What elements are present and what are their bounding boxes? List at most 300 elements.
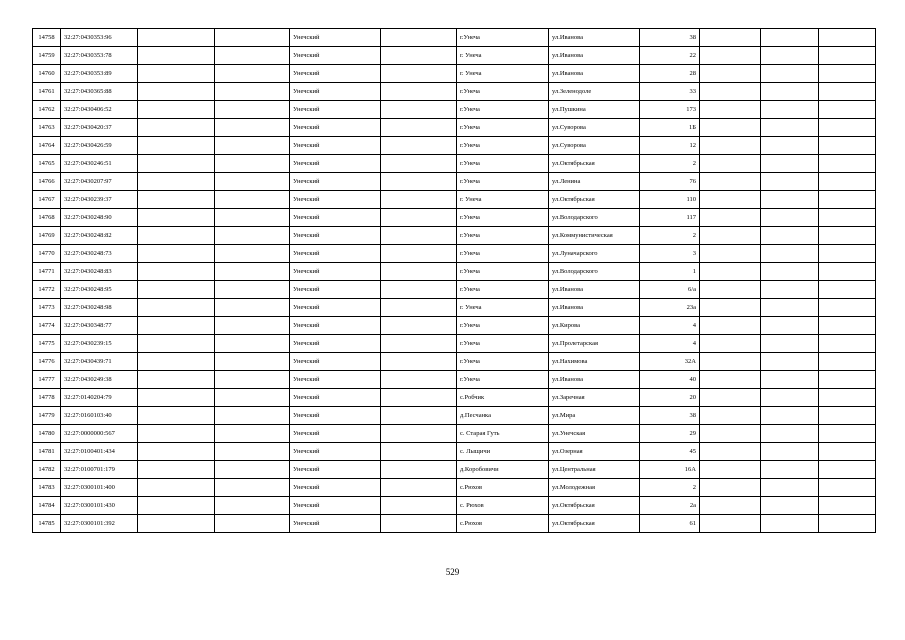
empty-cell xyxy=(761,389,819,407)
district-cell: Унечский xyxy=(290,335,381,353)
district-cell: Унечский xyxy=(290,497,381,515)
empty-cell xyxy=(819,65,876,83)
empty-cell xyxy=(138,209,215,227)
empty-cell xyxy=(381,83,457,101)
house-number-cell: 38 xyxy=(640,29,700,47)
locality-cell: с.Рюхов xyxy=(457,515,549,533)
empty-cell xyxy=(761,191,819,209)
empty-cell xyxy=(138,371,215,389)
empty-cell xyxy=(819,515,876,533)
empty-cell xyxy=(215,263,290,281)
house-number-cell: 2 xyxy=(640,479,700,497)
house-number-cell: 2 xyxy=(640,155,700,173)
empty-cell xyxy=(215,119,290,137)
empty-cell xyxy=(138,461,215,479)
street-cell: ул.Октябрьская xyxy=(549,155,640,173)
cadastral-number-cell: 32:27:0300101:430 xyxy=(61,497,138,515)
locality-cell: с. Рюхов xyxy=(457,497,549,515)
empty-cell xyxy=(700,443,761,461)
empty-cell xyxy=(819,497,876,515)
empty-cell xyxy=(761,29,819,47)
record-number-cell: 14758 xyxy=(33,29,61,47)
locality-cell: г.Унеча xyxy=(457,227,549,245)
house-number-cell: 38 xyxy=(640,407,700,425)
cadastral-number-cell: 32:27:0100401:434 xyxy=(61,443,138,461)
empty-cell xyxy=(138,497,215,515)
district-cell: Унечский xyxy=(290,245,381,263)
empty-cell xyxy=(215,317,290,335)
district-cell: Унечский xyxy=(290,479,381,497)
street-cell: ул.Заречная xyxy=(549,389,640,407)
district-cell: Унечский xyxy=(290,29,381,47)
table-row xyxy=(33,263,876,281)
empty-cell xyxy=(700,209,761,227)
locality-cell: г.Унеча xyxy=(457,83,549,101)
locality-cell: г.Унеча xyxy=(457,353,549,371)
empty-cell xyxy=(138,479,215,497)
locality-cell: г.Унеча xyxy=(457,155,549,173)
record-number-cell: 14760 xyxy=(33,65,61,83)
empty-cell xyxy=(138,263,215,281)
table-row xyxy=(33,461,876,479)
cadastral-number-cell: 32:27:0000000:567 xyxy=(61,425,138,443)
house-number-cell: 117 xyxy=(640,209,700,227)
empty-cell xyxy=(700,425,761,443)
empty-cell xyxy=(381,47,457,65)
empty-cell xyxy=(819,47,876,65)
empty-cell xyxy=(215,47,290,65)
table-row xyxy=(33,335,876,353)
empty-cell xyxy=(138,245,215,263)
empty-cell xyxy=(761,299,819,317)
empty-cell xyxy=(215,371,290,389)
empty-cell xyxy=(819,155,876,173)
empty-cell xyxy=(700,389,761,407)
record-number-cell: 14772 xyxy=(33,281,61,299)
district-cell: Унечский xyxy=(290,281,381,299)
empty-cell xyxy=(381,461,457,479)
empty-cell xyxy=(138,65,215,83)
empty-cell xyxy=(215,299,290,317)
empty-cell xyxy=(138,191,215,209)
house-number-cell: 29 xyxy=(640,425,700,443)
table-row xyxy=(33,479,876,497)
empty-cell xyxy=(138,29,215,47)
locality-cell: с.Робчик xyxy=(457,389,549,407)
empty-cell xyxy=(819,299,876,317)
district-cell: Унечский xyxy=(290,263,381,281)
empty-cell xyxy=(138,335,215,353)
empty-cell xyxy=(215,389,290,407)
district-cell: Унечский xyxy=(290,191,381,209)
house-number-cell: 61 xyxy=(640,515,700,533)
street-cell: ул.Иванова xyxy=(549,29,640,47)
record-number-cell: 14765 xyxy=(33,155,61,173)
empty-cell xyxy=(819,209,876,227)
cadastral-number-cell: 32:27:0140204:79 xyxy=(61,389,138,407)
house-number-cell: 16А xyxy=(640,461,700,479)
locality-cell: г. Унеча xyxy=(457,299,549,317)
table-row xyxy=(33,407,876,425)
locality-cell: г. Унеча xyxy=(457,65,549,83)
house-number-cell: 6/а xyxy=(640,281,700,299)
district-cell: Унечский xyxy=(290,299,381,317)
empty-cell xyxy=(138,83,215,101)
empty-cell xyxy=(215,479,290,497)
cadastral-number-cell: 32:27:0430248:83 xyxy=(61,263,138,281)
empty-cell xyxy=(138,407,215,425)
street-cell: ул.Пролетарская xyxy=(549,335,640,353)
house-number-cell: 110 xyxy=(640,191,700,209)
house-number-cell: 32А xyxy=(640,353,700,371)
empty-cell xyxy=(700,353,761,371)
cadastral-number-cell: 32:27:0430248:73 xyxy=(61,245,138,263)
empty-cell xyxy=(761,317,819,335)
empty-cell xyxy=(700,245,761,263)
street-cell: ул.Володарского xyxy=(549,263,640,281)
empty-cell xyxy=(700,47,761,65)
empty-cell xyxy=(215,245,290,263)
empty-cell xyxy=(215,497,290,515)
locality-cell: г.Унеча xyxy=(457,245,549,263)
empty-cell xyxy=(215,407,290,425)
empty-cell xyxy=(761,173,819,191)
land-registry-table xyxy=(32,28,876,533)
cadastral-number-cell: 32:27:0300101:392 xyxy=(61,515,138,533)
cadastral-number-cell: 32:27:0430239:37 xyxy=(61,191,138,209)
district-cell: Унечский xyxy=(290,407,381,425)
empty-cell xyxy=(700,299,761,317)
street-cell: ул.Озерная xyxy=(549,443,640,461)
empty-cell xyxy=(381,119,457,137)
empty-cell xyxy=(215,281,290,299)
empty-cell xyxy=(761,461,819,479)
empty-cell xyxy=(819,407,876,425)
empty-cell xyxy=(761,227,819,245)
locality-cell: г.Унеча xyxy=(457,119,549,137)
empty-cell xyxy=(381,317,457,335)
empty-cell xyxy=(138,101,215,119)
empty-cell xyxy=(138,281,215,299)
table-row xyxy=(33,353,876,371)
empty-cell xyxy=(700,101,761,119)
table-row xyxy=(33,83,876,101)
empty-cell xyxy=(138,137,215,155)
empty-cell xyxy=(700,29,761,47)
record-number-cell: 14784 xyxy=(33,497,61,515)
cadastral-number-cell: 32:27:0430365:88 xyxy=(61,83,138,101)
empty-cell xyxy=(761,263,819,281)
district-cell: Унечский xyxy=(290,47,381,65)
record-number-cell: 14768 xyxy=(33,209,61,227)
district-cell: Унечский xyxy=(290,353,381,371)
house-number-cell: 33 xyxy=(640,83,700,101)
empty-cell xyxy=(215,65,290,83)
table-row xyxy=(33,155,876,173)
district-cell: Унечский xyxy=(290,101,381,119)
empty-cell xyxy=(215,335,290,353)
street-cell: ул.Иванова xyxy=(549,47,640,65)
empty-cell xyxy=(138,119,215,137)
street-cell: ул.Иванова xyxy=(549,65,640,83)
locality-cell: г.Унеча xyxy=(457,263,549,281)
record-number-cell: 14777 xyxy=(33,371,61,389)
empty-cell xyxy=(381,263,457,281)
record-number-cell: 14782 xyxy=(33,461,61,479)
record-number-cell: 14771 xyxy=(33,263,61,281)
empty-cell xyxy=(381,371,457,389)
record-number-cell: 14762 xyxy=(33,101,61,119)
cadastral-number-cell: 32:27:0430207:97 xyxy=(61,173,138,191)
locality-cell: г.Унеча xyxy=(457,29,549,47)
locality-cell: г.Унеча xyxy=(457,101,549,119)
empty-cell xyxy=(215,425,290,443)
empty-cell xyxy=(761,65,819,83)
table-row xyxy=(33,317,876,335)
empty-cell xyxy=(761,371,819,389)
empty-cell xyxy=(381,29,457,47)
street-cell: ул.Иванова xyxy=(549,281,640,299)
district-cell: Унечский xyxy=(290,65,381,83)
locality-cell: с. Старая Гуть xyxy=(457,425,549,443)
record-number-cell: 14769 xyxy=(33,227,61,245)
street-cell: ул.Унечская xyxy=(549,425,640,443)
district-cell: Унечский xyxy=(290,389,381,407)
table-row xyxy=(33,209,876,227)
empty-cell xyxy=(819,83,876,101)
street-cell: ул.Луначарского xyxy=(549,245,640,263)
empty-cell xyxy=(761,497,819,515)
empty-cell xyxy=(381,101,457,119)
cadastral-number-cell: 32:27:0430406:52 xyxy=(61,101,138,119)
empty-cell xyxy=(819,335,876,353)
table-row xyxy=(33,29,876,47)
record-number-cell: 14761 xyxy=(33,83,61,101)
locality-cell: г.Унеча xyxy=(457,137,549,155)
empty-cell xyxy=(700,227,761,245)
empty-cell xyxy=(381,353,457,371)
empty-cell xyxy=(381,191,457,209)
street-cell: ул.Центральная xyxy=(549,461,640,479)
cadastral-number-cell: 32:27:0100701:179 xyxy=(61,461,138,479)
table-row xyxy=(33,119,876,137)
table-row xyxy=(33,371,876,389)
cadastral-number-cell: 32:27:0430439:71 xyxy=(61,353,138,371)
empty-cell xyxy=(381,497,457,515)
empty-cell xyxy=(700,461,761,479)
empty-cell xyxy=(700,263,761,281)
empty-cell xyxy=(381,173,457,191)
table-row xyxy=(33,137,876,155)
street-cell: ул.Володарского xyxy=(549,209,640,227)
record-number-cell: 14774 xyxy=(33,317,61,335)
district-cell: Унечский xyxy=(290,317,381,335)
empty-cell xyxy=(215,209,290,227)
empty-cell xyxy=(819,443,876,461)
district-cell: Унечский xyxy=(290,227,381,245)
empty-cell xyxy=(381,479,457,497)
cadastral-number-cell: 32:27:0430239:15 xyxy=(61,335,138,353)
empty-cell xyxy=(700,137,761,155)
house-number-cell: 76 xyxy=(640,173,700,191)
empty-cell xyxy=(381,515,457,533)
empty-cell xyxy=(381,389,457,407)
empty-cell xyxy=(761,83,819,101)
empty-cell xyxy=(138,389,215,407)
empty-cell xyxy=(381,155,457,173)
empty-cell xyxy=(381,443,457,461)
empty-cell xyxy=(761,137,819,155)
street-cell: ул.Октябрьская xyxy=(549,497,640,515)
street-cell: ул.Иванова xyxy=(549,299,640,317)
empty-cell xyxy=(761,353,819,371)
house-number-cell: 2 xyxy=(640,227,700,245)
district-cell: Унечский xyxy=(290,461,381,479)
table-row xyxy=(33,443,876,461)
empty-cell xyxy=(215,227,290,245)
district-cell: Унечский xyxy=(290,371,381,389)
table-body xyxy=(33,29,876,533)
land-registry-table-wrapper xyxy=(32,28,876,533)
empty-cell xyxy=(138,47,215,65)
empty-cell xyxy=(761,101,819,119)
house-number-cell: 20 xyxy=(640,389,700,407)
empty-cell xyxy=(138,155,215,173)
locality-cell: д.Коробовичи xyxy=(457,461,549,479)
empty-cell xyxy=(819,119,876,137)
locality-cell: г.Унеча xyxy=(457,371,549,389)
empty-cell xyxy=(761,335,819,353)
street-cell: ул.Иванова xyxy=(549,371,640,389)
empty-cell xyxy=(819,191,876,209)
house-number-cell: 22 xyxy=(640,47,700,65)
empty-cell xyxy=(215,137,290,155)
record-number-cell: 14781 xyxy=(33,443,61,461)
table-row xyxy=(33,191,876,209)
empty-cell xyxy=(138,173,215,191)
empty-cell xyxy=(138,425,215,443)
house-number-cell: 3 xyxy=(640,245,700,263)
house-number-cell: 23а xyxy=(640,299,700,317)
empty-cell xyxy=(381,65,457,83)
empty-cell xyxy=(381,425,457,443)
cadastral-number-cell: 32:27:0430353:96 xyxy=(61,29,138,47)
cadastral-number-cell: 32:27:0430246:51 xyxy=(61,155,138,173)
street-cell: ул.Суворова xyxy=(549,137,640,155)
empty-cell xyxy=(381,335,457,353)
locality-cell: г. Унеча xyxy=(457,47,549,65)
house-number-cell: 1 xyxy=(640,263,700,281)
empty-cell xyxy=(819,371,876,389)
cadastral-number-cell: 32:27:0430348:77 xyxy=(61,317,138,335)
empty-cell xyxy=(700,407,761,425)
table-row xyxy=(33,101,876,119)
empty-cell xyxy=(215,461,290,479)
empty-cell xyxy=(138,317,215,335)
house-number-cell: 173 xyxy=(640,101,700,119)
cadastral-number-cell: 32:27:0430353:89 xyxy=(61,65,138,83)
empty-cell xyxy=(700,515,761,533)
empty-cell xyxy=(215,353,290,371)
district-cell: Унечский xyxy=(290,119,381,137)
cadastral-number-cell: 32:27:0430426:59 xyxy=(61,137,138,155)
street-cell: ул.Октябрьская xyxy=(549,191,640,209)
empty-cell xyxy=(819,479,876,497)
cadastral-number-cell: 32:27:0300101:400 xyxy=(61,479,138,497)
empty-cell xyxy=(819,281,876,299)
house-number-cell: 4 xyxy=(640,335,700,353)
cadastral-number-cell: 32:27:0430248:95 xyxy=(61,281,138,299)
record-number-cell: 14778 xyxy=(33,389,61,407)
empty-cell xyxy=(819,263,876,281)
empty-cell xyxy=(819,137,876,155)
empty-cell xyxy=(700,479,761,497)
locality-cell: г.Унеча xyxy=(457,281,549,299)
empty-cell xyxy=(215,191,290,209)
district-cell: Унечский xyxy=(290,83,381,101)
table-row xyxy=(33,173,876,191)
table-row xyxy=(33,425,876,443)
empty-cell xyxy=(761,407,819,425)
empty-cell xyxy=(819,389,876,407)
house-number-cell: 12 xyxy=(640,137,700,155)
empty-cell xyxy=(761,209,819,227)
cadastral-number-cell: 32:27:0430248:98 xyxy=(61,299,138,317)
street-cell: ул.Нахимова xyxy=(549,353,640,371)
cadastral-number-cell: 32:27:0160103:40 xyxy=(61,407,138,425)
empty-cell xyxy=(700,155,761,173)
house-number-cell: 40 xyxy=(640,371,700,389)
empty-cell xyxy=(138,353,215,371)
record-number-cell: 14773 xyxy=(33,299,61,317)
empty-cell xyxy=(761,425,819,443)
street-cell: ул.Суворова xyxy=(549,119,640,137)
street-cell: ул.Мира xyxy=(549,407,640,425)
street-cell: ул.Кирова xyxy=(549,317,640,335)
empty-cell xyxy=(381,209,457,227)
house-number-cell: 1Б xyxy=(640,119,700,137)
street-cell: ул.Ленина xyxy=(549,173,640,191)
empty-cell xyxy=(381,245,457,263)
house-number-cell: 4 xyxy=(640,317,700,335)
record-number-cell: 14770 xyxy=(33,245,61,263)
empty-cell xyxy=(138,299,215,317)
empty-cell xyxy=(761,47,819,65)
district-cell: Унечский xyxy=(290,209,381,227)
locality-cell: с. Лыщичи xyxy=(457,443,549,461)
empty-cell xyxy=(138,515,215,533)
empty-cell xyxy=(761,281,819,299)
table-row xyxy=(33,389,876,407)
locality-cell: г.Унеча xyxy=(457,335,549,353)
empty-cell xyxy=(761,443,819,461)
record-number-cell: 14780 xyxy=(33,425,61,443)
empty-cell xyxy=(381,281,457,299)
record-number-cell: 14764 xyxy=(33,137,61,155)
street-cell: ул.Молодежная xyxy=(549,479,640,497)
locality-cell: г.Унеча xyxy=(457,317,549,335)
empty-cell xyxy=(381,227,457,245)
locality-cell: г.Унеча xyxy=(457,209,549,227)
house-number-cell: 28 xyxy=(640,65,700,83)
empty-cell xyxy=(381,407,457,425)
empty-cell xyxy=(819,353,876,371)
district-cell: Унечский xyxy=(290,515,381,533)
empty-cell xyxy=(819,29,876,47)
empty-cell xyxy=(819,461,876,479)
house-number-cell: 45 xyxy=(640,443,700,461)
empty-cell xyxy=(700,317,761,335)
